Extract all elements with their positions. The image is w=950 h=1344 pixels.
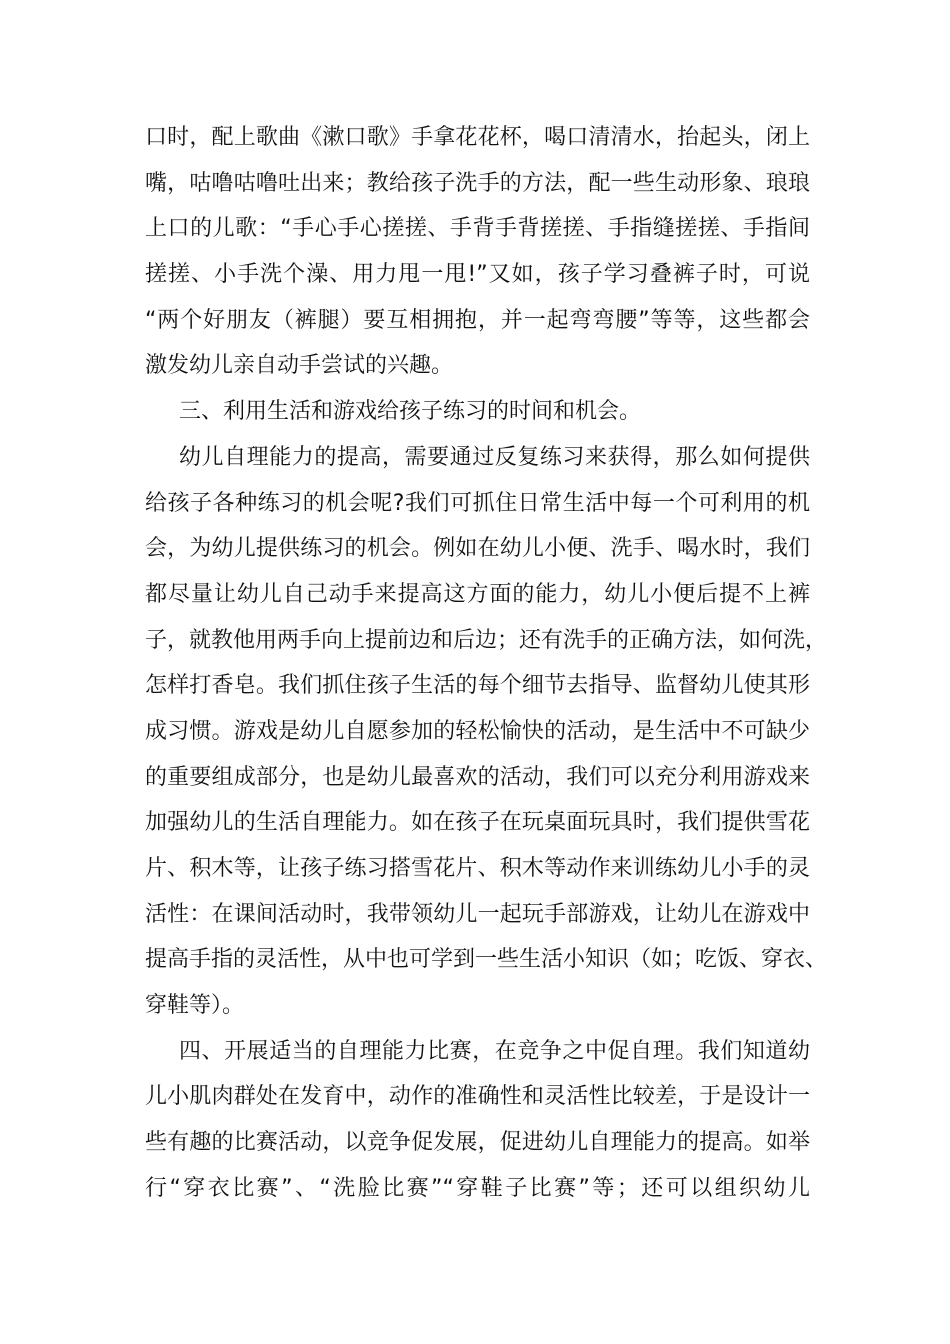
text-line: 穿鞋等）。 [145,993,245,1019]
text-line: 片、积木等，让孩子练习搭雪花片、积木等动作来训练幼儿小手的灵 [145,856,810,881]
text-line: 子，就教他用两手向上提前边和后边；还有洗手的正确方法，如何洗， [145,627,828,653]
text-line: 怎样打香皂。我们抓住孩子生活的每个细节去指导、监督幼儿使其形 [145,673,810,699]
text-line: 激发幼儿亲自动手尝试的兴趣。 [145,353,454,379]
text-line: “两个好朋友（裤腿）要互相拥抱，并一起弯弯腰”等等，这些都会 [145,307,810,333]
text-line: 提高手指的灵活性，从中也可学到一些生活小知识（如；吃饭、穿衣、 [145,947,828,973]
text-line: 口时，配上歌曲《漱口歌》手拿花花杯，喝口清清水，抬起头，闭上 [145,125,810,150]
text-line: 上口的儿歌：“手心手心搓搓、手背手背搓搓、手指缝搓搓、手指间 [145,216,810,242]
text-line: 的重要组成部分，也是幼儿最喜欢的活动，我们可以充分利用游戏来 [145,764,810,790]
text-line: 儿小肌肉群处在发育中，动作的准确性和灵活性比较差，于是设计一 [145,1084,810,1110]
text-line: 都尽量让幼儿自己动手来提高这方面的能力，幼儿小便后提不上裤 [145,581,810,607]
text-line: 些有趣的比赛活动，以竞争促发展，促进幼儿自理能力的提高。如举 [145,1130,810,1156]
text-line: 会，为幼儿提供练习的机会。例如在幼儿小便、洗手、喝水时，我们 [145,536,810,562]
text-line: 行“穿衣比赛”、“洗脸比赛”“穿鞋子比赛”等；还可以组织幼儿 [145,1175,810,1201]
text-line: 嘴，咕噜咕噜吐出来；教给孩子洗手的方法，配一些生动形象、琅琅 [145,170,810,196]
text-line: 成习惯。游戏是幼儿自愿参加的轻松愉快的活动，是生活中不可缺少 [145,718,810,744]
section-heading: 四、开展适当的自理能力比赛，在竞争之中促自理。我们知道幼 [179,1038,810,1064]
text-line: 加强幼儿的生活自理能力。如在孩子在玩桌面玩具时，我们提供雪花 [145,810,810,836]
section-heading: 三、利用生活和游戏给孩子练习的时间和机会。 [179,399,642,425]
text-line: 活性：在课间活动时，我带领幼儿一起玩手部游戏，让幼儿在游戏中 [145,901,810,927]
paragraph-first-line: 幼儿自理能力的提高，需要通过反复练习来获得，那么如何提供 [179,444,810,470]
text-line: 给孩子各种练习的机会呢?我们可抓住日常生活中每一个可利用的机 [145,490,810,516]
body-text [145,115,828,1212]
text-line: 搓搓、小手洗个澡、用力甩一甩!”又如，孩子学习叠裤子时，可说 [145,262,810,288]
